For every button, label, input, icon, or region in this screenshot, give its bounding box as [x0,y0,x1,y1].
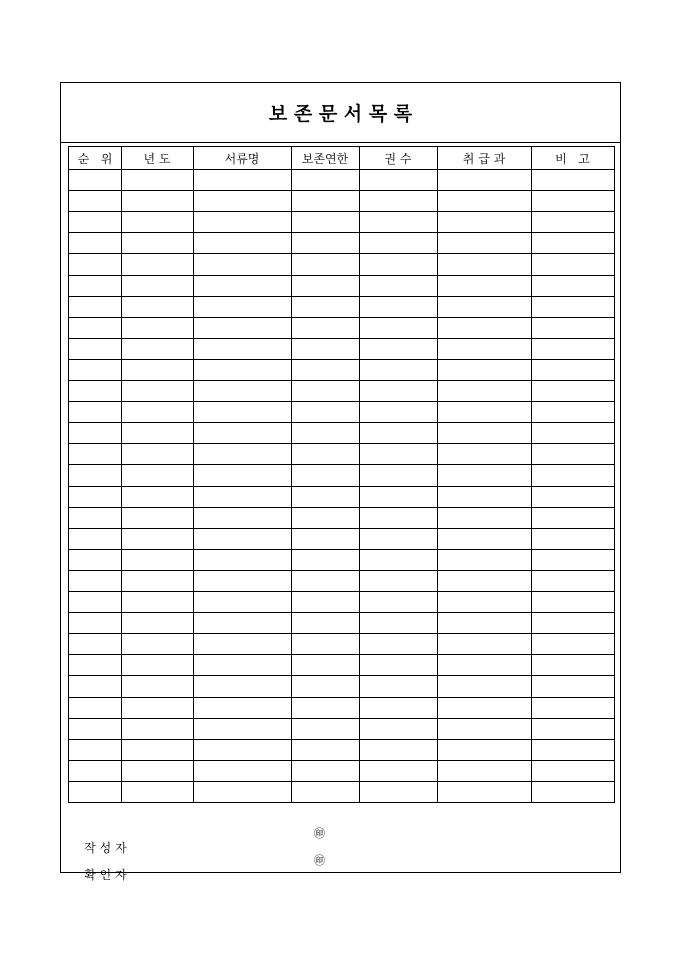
table-row [69,570,614,571]
column-header-year: 년 도 [143,151,171,166]
table-row [69,612,614,613]
table-row [69,401,614,402]
table-row [69,443,614,444]
table-row [69,296,614,297]
records-table [68,146,615,803]
table-row [69,697,614,698]
table-row [69,739,614,740]
author-label: 작 성 자 [84,841,127,855]
column-header-dept: 취 급 과 [462,151,506,166]
table-row [69,211,614,212]
table-row [69,359,614,360]
table-row [69,549,614,550]
table-row [69,507,614,508]
column-divider [359,147,360,802]
table-row [69,232,614,233]
table-row [69,380,614,381]
title-box [61,83,620,143]
verifier-label: 확 인 자 [84,868,127,882]
table-row [69,464,614,465]
table-row [69,675,614,676]
table-row [69,253,614,254]
table-row [69,422,614,423]
table-row [69,338,614,339]
table-row [69,591,614,592]
table-row [69,760,614,761]
column-divider [531,147,532,802]
column-header-retention: 보존연한 [301,151,349,166]
column-divider [193,147,194,802]
verifier-row [69,852,127,897]
table-row [69,781,614,782]
table-row [69,275,614,276]
table-row [69,718,614,719]
table-row [69,169,614,170]
column-divider [437,147,438,802]
verifier-seal-mark: ㊞ [314,854,325,867]
table-row [69,317,614,318]
column-divider [291,147,292,802]
table-row [69,528,614,529]
column-header-volumes: 권 수 [384,151,412,166]
table-row [69,486,614,487]
document-title: 보 존 문 서 목 록 [268,103,413,125]
table-row [69,190,614,191]
column-header-doc_name: 서류명 [224,151,260,166]
column-header-rank: 순 위 [77,151,113,166]
author-seal-mark: ㊞ [314,827,325,840]
table-row [69,633,614,634]
column-divider [121,147,122,802]
table-row [69,654,614,655]
column-header-remarks: 비 고 [555,151,590,166]
document-sheet [60,82,621,882]
